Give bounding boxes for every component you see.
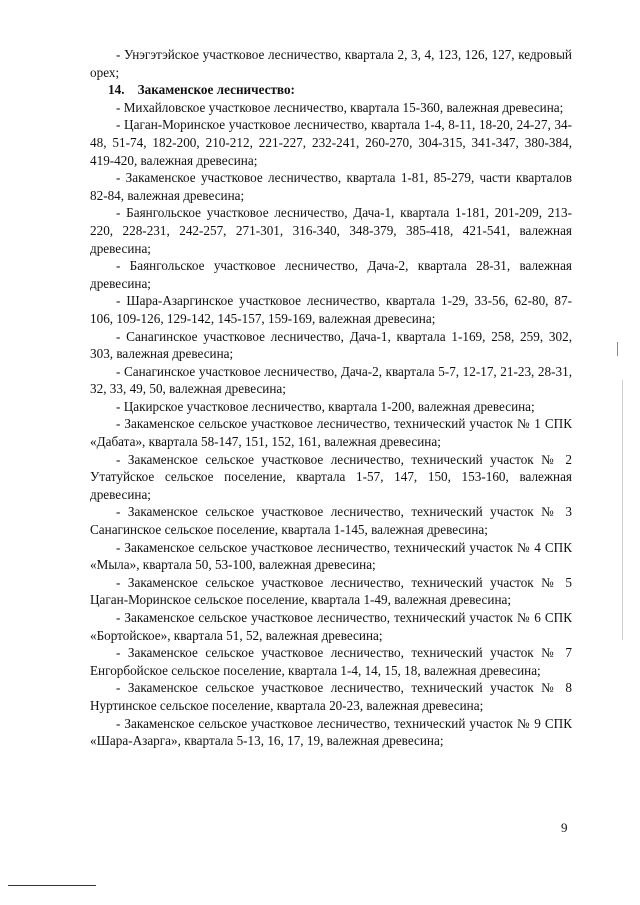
- list-item: - Унэгэтэйское участковое лесничество, квартала 2, 3, 4, 123, 126, 127, кедровый орех;: [90, 47, 572, 80]
- list-item: - Михайловское участковое лесничество, квартала 15-360, валежная древесина;: [116, 99, 564, 115]
- list-item: - Санагинское участковое лесничество, Дача-2, квартала 5-7, 12-17, 21-23, 28-31, 32, 33, 49, 50, валежная древесина;: [90, 363, 572, 397]
- list-item: - Закаменское сельское участковое лесничество, технический участок № 8 Нуртинское сельское поселение, квартала 20-23, валежная древесина;: [90, 680, 572, 713]
- list-item: - Закаменское сельское участковое лесничество, технический участок № 7 Енгорбойское сельское поселение, квартала 1-4, 14, 15, 18, валежная древесина;: [90, 645, 572, 678]
- list-item: - Шара-Азаргинское участковое лесничество, квартала 1-29, 33-56, 62-80, 87-106, 109-126, 129-142, 145-157, 159-169, валежная древесина;: [90, 293, 572, 326]
- list-item: - Закаменское сельское участковое лесничество, технический участок № 5 Цаган-Моринское сельское поселение, квартала 1-49, валежная древесина;: [90, 574, 572, 608]
- list-item: - Закаменское сельское участковое лесничество, технический участок № 2 Утатуйское сельское поселение, квартала 1-57, 147, 150, 153-160, валежная древесина;: [90, 451, 572, 502]
- document-body: [90, 46, 572, 750]
- list-item: - Цакирское участковое лесничество, квартала 1-200, валежная древесина;: [116, 398, 535, 414]
- list-item: - Цаган-Моринское участковое лесничество, квартала 1-4, 8-11, 18-20, 24-27, 34-48, 51-74, 182-200, 210-212, 221-227, 232-241, 260-270, 304-315, 341-347, 380-384, 419-420, валежная древесина;: [90, 117, 572, 168]
- list-item: - Баянгольское участковое лесничество, Дача-1, квартала 1-181, 201-209, 213-220, 228-231, 242-257, 271-301, 316-340, 348-379, 385-418, 421-541, валежная древесина;: [90, 205, 572, 256]
- section-heading: 14. Закаменское лесничество:: [108, 82, 295, 98]
- list-item: - Санагинское участковое лесничество, Дача-1, квартала 1-169, 258, 259, 302, 303, валежная древесина;: [90, 328, 572, 362]
- footer-rule: [8, 885, 96, 886]
- list-item: - Закаменское сельское участковое лесничество, технический участок № 1 СПК «Дабата», квартала 58-147, 151, 152, 161, валежная древесина;: [90, 416, 572, 450]
- list-item: - Закаменское сельское участковое лесничество, технический участок № 4 СПК «Мыла», квартала 50, 53-100, валежная древесина;: [90, 539, 572, 573]
- scan-artifact: [622, 380, 623, 640]
- list-item: - Закаменское сельское участковое лесничество, технический участок № 9 СПК «Шара-Азарга», квартала 5-13, 16, 17, 19, валежная древесина;: [90, 715, 572, 749]
- list-item: - Закаменское сельское участковое лесничество, технический участок № 6 СПК «Бортойское», квартала 51, 52, валежная древесина;: [90, 610, 572, 643]
- list-item: - Закаменское сельское участковое лесничество, технический участок № 3 Санагинское сельское поселение, квартала 1-145, валежная древесина;: [90, 504, 572, 538]
- list-item: - Закаменское участковое лесничество, квартала 1-81, 85-279, части кварталов 82-84, валежная древесина;: [90, 170, 572, 203]
- page-number: 9: [561, 820, 568, 835]
- scan-artifact: [617, 342, 618, 356]
- list-item: - Баянгольское участковое лесничество, Дача-2, квартала 28-31, валежная древесина;: [90, 258, 572, 291]
